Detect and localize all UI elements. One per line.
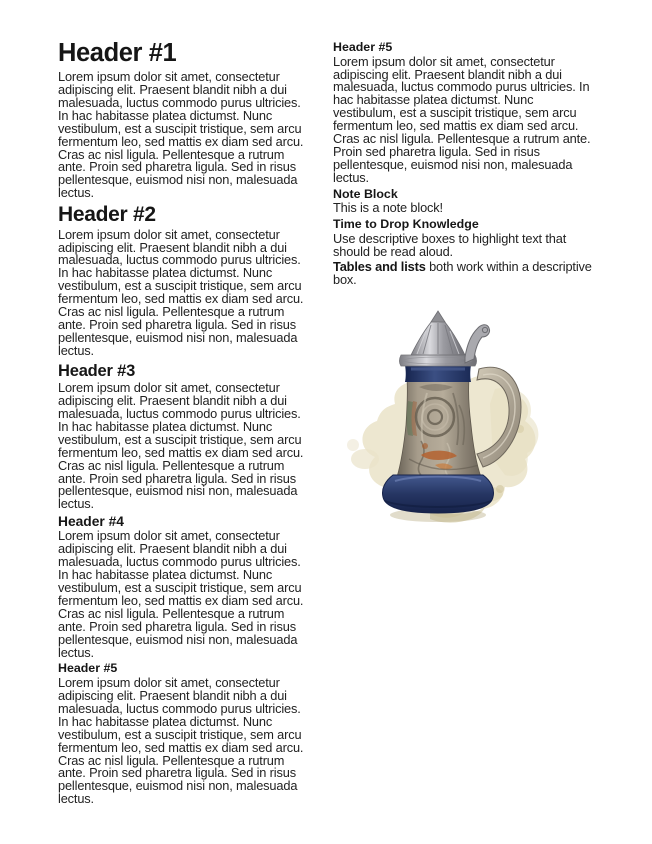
section-header-2	[58, 203, 310, 358]
section-header-1	[58, 38, 310, 200]
right-column	[333, 38, 595, 844]
tables-note-lead: Tables and lists	[333, 258, 426, 274]
tables-note-rest: both work within a descriptive box.	[333, 258, 592, 287]
tables-note-line	[333, 258, 595, 287]
right-section-heading: Header #5	[333, 40, 393, 54]
section-3-heading: Header #3	[58, 361, 136, 380]
section-4-heading: Header #4	[58, 514, 124, 530]
knowledge-block-text: Use descriptive boxes to highlight text that should be read aloud.	[333, 230, 567, 259]
note-block-heading: Note Block	[333, 186, 398, 201]
section-header-4	[58, 514, 310, 659]
section-4-paragraph: Lorem ipsum dolor sit amet, consectetur adipiscing elit. Praesent blandit nibh a dui malesuada, luctus commodo purus ultricies. In hac habitasse platea dictumst. Nunc vestibulum, est a suscipit tristique, sem arcu fermentum leo, sed mattis ex diam sed arcu. Cras ac nisl ligula. Pellentesque a rutrum ante. Proin sed pharetra ligula. Sed in risus pellentesque, euismod nisi non, malesuada lectus.	[58, 528, 304, 660]
section-5-heading: Header #5	[58, 661, 118, 676]
beer-stein-illustration	[335, 309, 585, 531]
beer-stein-svg	[335, 309, 585, 531]
right-section-paragraph: Lorem ipsum dolor sit amet, consectetur adipiscing elit. Praesent blandit nibh a dui malesuada, luctus commodo purus ultricies. In hac habitasse platea dictumst. Nunc vestibulum, est a suscipit tristique, sem arcu fermentum leo, sed mattis ex diam sed arcu. Cras ac nisl ligula. Pellentesque a rutrum ante. Proin sed pharetra ligula. Sed in risus pellentesque, euismod nisi non, malesuada lectus.	[333, 53, 591, 185]
left-column	[58, 38, 310, 844]
stein-thumblift	[465, 324, 490, 362]
stein-base	[382, 475, 493, 513]
section-2-paragraph: Lorem ipsum dolor sit amet, consectetur adipiscing elit. Praesent blandit nibh a dui malesuada, luctus commodo purus ultricies. In hac habitasse platea dictumst. Nunc vestibulum, est a suscipit tristique, sem arcu fermentum leo, sed mattis ex diam sed arcu. Cras ac nisl ligula. Pellentesque a rutrum ante. Proin sed pharetra ligula. Sed in risus pellentesque, euismod nisi non, malesuada lectus.	[58, 226, 304, 358]
section-header-5	[58, 662, 310, 806]
stein-body	[397, 379, 481, 477]
section-1-paragraph: Lorem ipsum dolor sit amet, consectetur adipiscing elit. Praesent blandit nibh a dui malesuada, luctus commodo purus ultricies. In hac habitasse platea dictumst. Nunc vestibulum, est a suscipit tristique, sem arcu fermentum leo, sed mattis ex diam sed arcu. Cras ac nisl ligula. Pellentesque a rutrum ante. Proin sed pharetra ligula. Sed in risus pellentesque, euismod nisi non, malesuada lectus.	[58, 69, 304, 201]
section-3-paragraph: Lorem ipsum dolor sit amet, consectetur adipiscing elit. Praesent blandit nibh a dui malesuada, luctus commodo purus ultricies. In hac habitasse platea dictumst. Nunc vestibulum, est a suscipit tristique, sem arcu fermentum leo, sed mattis ex diam sed arcu. Cras ac nisl ligula. Pellentesque a rutrum ante. Proin sed pharetra ligula. Sed in risus pellentesque, euismod nisi non, malesuada lectus.	[58, 380, 304, 512]
section-1-heading: Header #1	[58, 39, 177, 67]
section-header-3	[58, 362, 310, 512]
section-2-heading: Header #2	[58, 203, 156, 227]
stein-top-band	[405, 365, 471, 382]
knowledge-block-heading: Time to Drop Knowledge	[333, 217, 479, 232]
section-5-paragraph: Lorem ipsum dolor sit amet, consectetur adipiscing elit. Praesent blandit nibh a dui malesuada, luctus commodo purus ultricies. In hac habitasse platea dictumst. Nunc vestibulum, est a suscipit tristique, sem arcu fermentum leo, sed mattis ex diam sed arcu. Cras ac nisl ligula. Pellentesque a rutrum ante. Proin sed pharetra ligula. Sed in risus pellentesque, euismod nisi non, malesuada lectus.	[58, 675, 304, 807]
right-section-header-5	[333, 41, 595, 185]
note-block-text: This is a note block!	[333, 200, 443, 216]
